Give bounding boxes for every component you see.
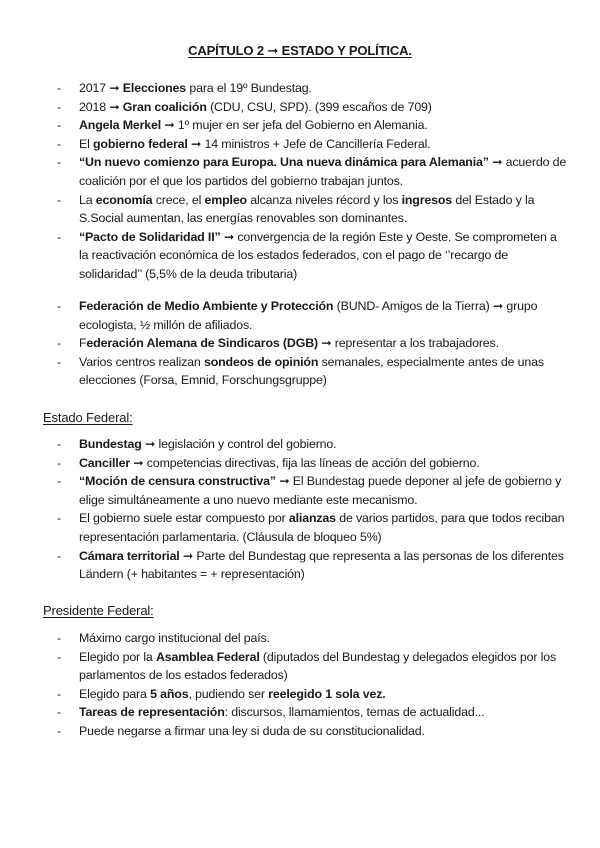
list-item: - Federación de Medio Ambiente y Protección (BUND- Amigos de la Tierra) ➞ grupo ecologista, ½ millón de afiliados. <box>57 297 567 334</box>
list-item: - “Un nuevo comienzo para Europa. Una nueva dinámica para Alemania” ➞ acuerdo de coalición por el que los partidos del gobierno trabajan juntos. <box>57 153 567 190</box>
list-item: - La economía crece, el empleo alcanza niveles récord y los ingresos del Estado y la S.Social aumentan, las energías renovables son dominantes. <box>57 191 567 228</box>
intro-list <box>57 79 567 284</box>
list-item: - Federación Alemana de Sindicaros (DGB) ➞ representar a los trabajadores. <box>57 334 567 353</box>
list-item: - El gobierno suele estar compuesto por alianzas de varios partidos, para que todos reciban representación parlamentaria. (Cláusula de bloqueo 5%) <box>57 509 567 546</box>
list-item: - Puede negarse a firmar una ley si duda de su constitucionalidad. <box>57 722 567 741</box>
list-item: - El gobierno federal ➞ 14 ministros + Jefe de Cancillería Federal. <box>57 135 567 154</box>
list-item: - Elegido por la Asamblea Federal (diputados del Bundestag y delegados elegidos por los parlamentos de los estados federados) <box>57 648 567 685</box>
section-heading-presidente-federal: Presidente Federal: <box>43 603 154 618</box>
list-item: - “Pacto de Solidaridad II” ➞ convergencia de la región Este y Oeste. Se comprometen a la reactivación económica de los estados federados, con el pago de ‘’recargo de solidaridad’’ (5,5% de la deuda tributaria) <box>57 228 567 284</box>
list-item: - Cámara territorial ➞ Parte del Bundestag que representa a las personas de los diferentes Ländern (+ habitantes = + representación) <box>57 547 567 584</box>
list-item: - Máximo cargo institucional del país. <box>57 629 567 648</box>
list-item: - “Moción de censura constructiva” ➞ El Bundestag puede deponer al jefe de gobierno y elige simultáneamente a uno nuevo mediante este mecanismo. <box>57 472 567 509</box>
estado-federal-list <box>57 435 567 584</box>
list-item: - Varios centros realizan sondeos de opinión semanales, especialmente antes de unas elecciones (Forsa, Emnid, Forschungsgruppe) <box>57 353 567 390</box>
page-title: CAPÍTULO 2 ➞ ESTADO Y POLÍTICA. <box>188 43 412 58</box>
list-item: - Angela Merkel ➞ 1º mujer en ser jefa del Gobierno en Alemania. <box>57 116 567 135</box>
list-item: - 2018 ➞ Gran coalición (CDU, CSU, SPD). (399 escaños de 709) <box>57 98 567 117</box>
list-item: - Tareas de representación: discursos, llamamientos, temas de actualidad... <box>57 703 567 722</box>
list-item: - Bundestag ➞ legislación y control del gobierno. <box>57 435 567 454</box>
organizations-list <box>57 297 567 390</box>
section-heading-estado-federal: Estado Federal: <box>43 410 133 425</box>
presidente-federal-list <box>57 629 567 741</box>
list-item: - Elegido para 5 años, pudiendo ser reelegido 1 sola vez. <box>57 685 567 704</box>
list-item: - 2017 ➞ Elecciones para el 19º Bundestag. <box>57 79 567 98</box>
list-item: - Canciller ➞ competencias directivas, fija las líneas de acción del gobierno. <box>57 454 567 473</box>
